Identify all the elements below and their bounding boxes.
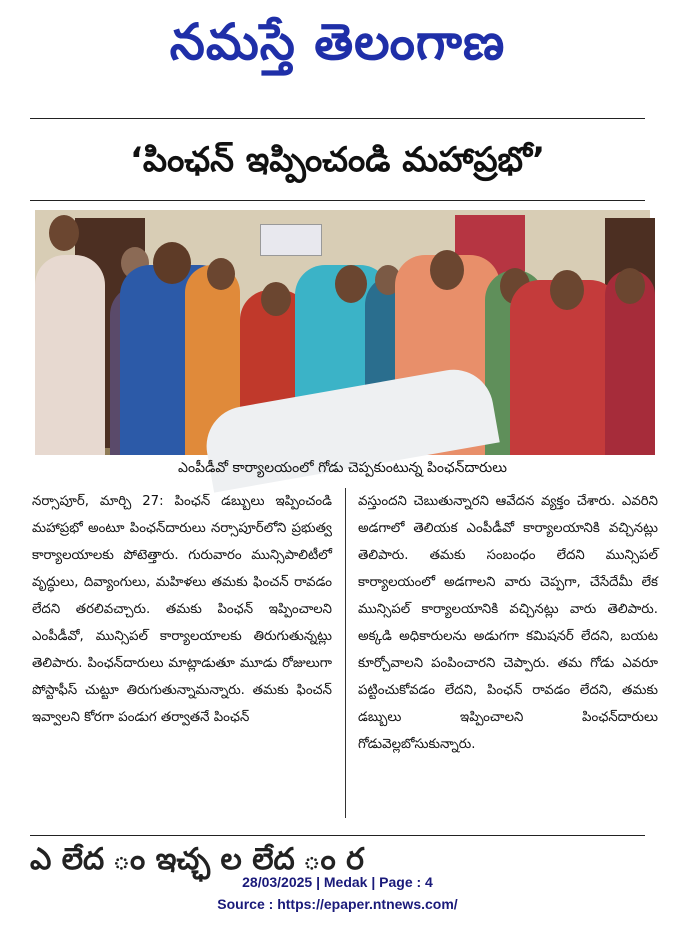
column-divider xyxy=(345,488,346,818)
masthead xyxy=(0,6,675,78)
bottom-rule xyxy=(30,835,645,836)
article-column-left: నర్సాపూర్, మార్చి 27: పింఛన్ డబ్బులు ఇప్పించండి మహాప్రభో అంటూ పింఛన్‌దారులు నర్సాపూర్‌లోని ప్రభుత్వ కార్యాలయాలకు పోటెత్తారు. గురువారం మున్సిపాలిటీలో వృద్ధులు, దివ్యాంగులు, మహిళలు తమకు ఫించన్ రావడం లేదని తరలివచ్చారు. తమకు పింఛన్ ఇప్పించాలని ఎంపీడీవో, మున్సిపల్ కార్యాలయాలకు తిరుగుతున్నట్లు తెలిపారు. పింఛన్‌దారులు మాట్లాడుతూ మూడు రోజులుగా పోస్టాఫీస్ చుట్టూ తిరుగుతున్నామన్నారు. తమకు ఫించన్ ఇవ్వాలని కోరగా పండుగ తర్వాతనే పింఛన్ xyxy=(32,494,332,725)
article-column-right: వస్తుందని చెబుతున్నారని ఆవేదన వ్యక్తం చేశారు. ఎవరిని అడగాలో తెలియక ఎంపీడీవో కార్యాలయానికి వచ్చినట్లు తెలిపారు. తమకు సంబంధం లేదని మున్సిపల్ కార్యాలయంలో అడగాలని వారు చెప్పగా, చేసేదేమీ లేక మున్సిపల్ కార్యాలయానికి వచ్చినట్లు వారు తెలిపారు. అక్కడి అధికారులను అడుగగా కమిషనర్ లేదని, బయట కూర్చోవాలని పంపించారని చెప్పారు. తమ గోడు ఎవరూ పట్టించుకోవడం లేదని, పింఛన్ రావడం లేదని, తమకు డబ్బులు ఇప్పించాలని పింఛన్‌దారులు గోడువెల్లబోసుకున్నారు. xyxy=(358,494,658,752)
edition-info: 28/03/2025 | Medak | Page : 4 xyxy=(242,874,433,890)
source-link[interactable]: Source : https://epaper.ntnews.com/ xyxy=(217,896,458,912)
news-photo xyxy=(35,210,650,455)
article-headline: ‘పింఛన్ ఇప్పించండి మహాప్రభో’ xyxy=(129,140,545,180)
photo-caption: ఎంపీడీవో కార్యాలయంలో గోడు చెప్పకుంటున్న పింఛన్‌దారులు xyxy=(178,460,507,476)
headline-bottom-rule xyxy=(30,200,645,201)
next-article-headline-fragment: ఎ లేద ం ఇచ్ఛ ల లేద ం ర xyxy=(30,842,364,877)
headline-top-rule xyxy=(30,118,645,119)
newspaper-logo: నమస్తే తెలంగాణ xyxy=(169,13,506,71)
office-sign xyxy=(260,224,322,256)
